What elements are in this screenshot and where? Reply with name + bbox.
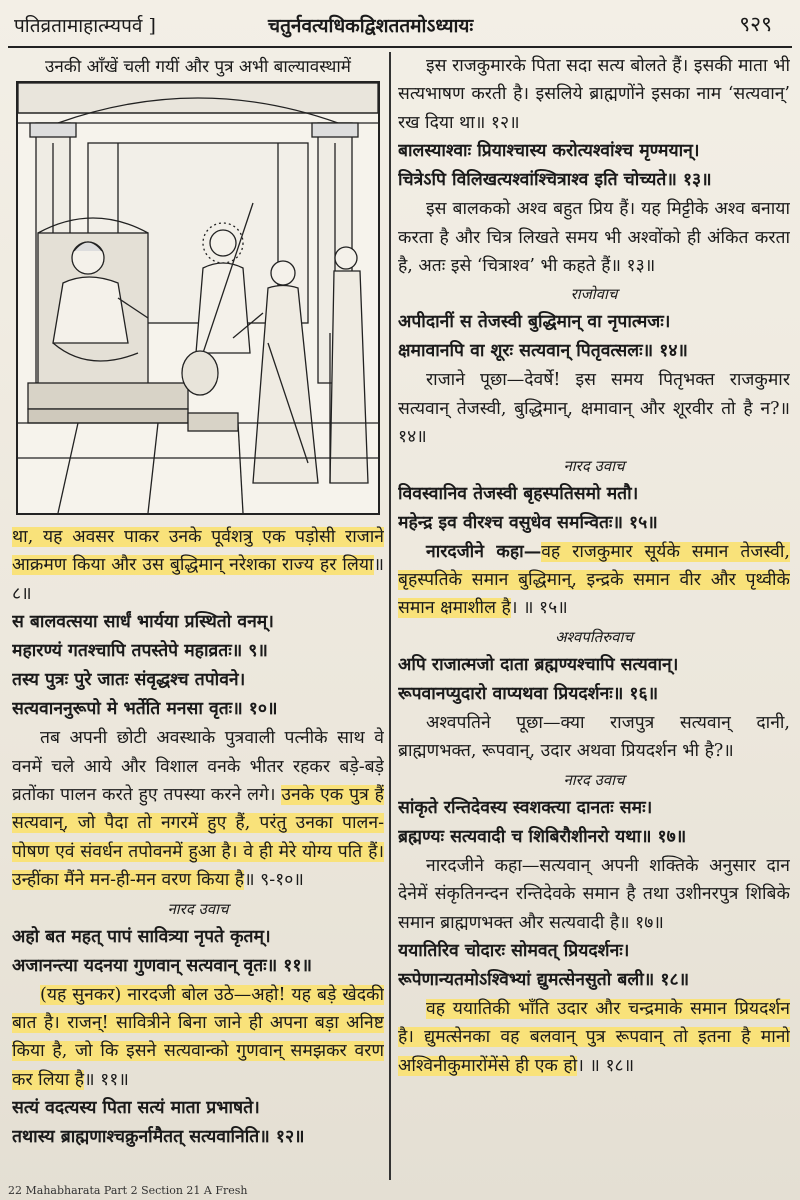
verse-line: ब्रह्मण्यः सत्यवादी च शिबिरौशीनरो यथा॥ १७॥ (398, 826, 687, 847)
verse-line: महारण्यं गतश्चापि तपस्तेपे महाव्रतः॥ ९॥ (12, 641, 268, 662)
page-header (8, 2, 792, 48)
verse-number: । ॥ १५॥ (510, 598, 568, 619)
column-divider (389, 52, 391, 1180)
illustration-caption: उनकी आँखें चली गयीं और पुत्र अभी बाल्यावस्थामें (45, 57, 351, 77)
speaker-heading: नारद उवाच (563, 456, 625, 475)
verse-line: सत्यं वदत्यस्य पिता सत्यं माता प्रभाषते। (12, 1098, 260, 1119)
verse-number: ॥ ८॥ (12, 555, 384, 604)
right-para-2: इस बालकको अश्व बहुत प्रिय हैं। यह मिट्टीके अश्व बनाया करता है और चित्र लिखते समय भी अश्वोंको ही अंकित करता है, अतः इसे ‘चित्राश्व’ भी कहते हैं॥ १३॥ (398, 199, 790, 277)
verse-line: तस्य पुत्रः पुरे जातः संवृद्धश्च तपोवने। (12, 670, 246, 691)
court-scene-illustration (18, 83, 378, 513)
speaker-heading: राजोवाच (570, 285, 618, 304)
verse-line: महेन्द्र इव वीरश्च वसुधेव समन्वितः॥ १५॥ (398, 512, 658, 533)
verse-line: चित्रेऽपि विलिखत्यश्वांश्चित्राश्व इति चोच्यते॥ १३॥ (398, 170, 712, 191)
verse-number: । ॥ १८॥ (577, 1055, 635, 1076)
right-para-3: राजाने पूछा—देवर्षे! इस समय पितृभक्त राजकुमार सत्यवान् तेजस्वी, बुद्धिमान्, क्षमावान् और शूरवीर तो है न?॥ १४॥ (398, 370, 790, 448)
parva-title: पतिव्रतामाहात्म्यपर्व ] (14, 15, 156, 37)
speaker-heading: नारद उवाच (167, 899, 229, 918)
highlighted-text: वह ययातिकी भाँति उदार और चन्द्रमाके समान प्रियदर्शन है। द्युमत्सेनका वह बलवान् पुत्र रूपवान् तो इतना है मानो अश्विनीकुमारोंमेंसे ही एक हो (398, 998, 790, 1076)
right-para-6: नारदजीने कहा—सत्यवान् अपनी शक्तिके अनुसार दान देनेमें संकृतिनन्दन रन्तिदेवके समान है तथा उशीनरपुत्र शिबिके समान ब्राह्मणभक्त और सत्यवादी है॥ १७॥ (398, 855, 790, 933)
right-para-5: अश्वपतिने पूछा—क्या राजपुत्र सत्यवान् दानी, ब्राह्मणभक्त, रूपवान्, उदार अथवा प्रियदर्शन भी है?॥ (398, 712, 790, 762)
highlighted-text: उनके एक पुत्र हैं सत्यवान्, जो पैदा तो नगरमें हुए हैं, परंतु उनका पालन-पोषण एवं संवर्धन तपोवनमें हुआ है। वे ही मेरे योग्य पति हैं। उन्हींका मैंने मन-ही-मन वरण किया है (12, 785, 384, 891)
highlighted-text: था, यह अवसर पाकर उनके पूर्वशत्रु एक पड़ोसी राजाने आक्रमण किया और उस बुद्धिमान् नरेशका राज्य हर लिया (12, 527, 384, 576)
speaker-heading: नारद उवाच (563, 770, 625, 789)
left-column (12, 52, 384, 1182)
highlighted-text: (यह सुनकर) नारदजी बोल उठे—अहो! यह बड़े खेदकी बात है। राजन्! सावित्रीने बिना जाने ही अपना बड़ा अनिष्ट किया है, जो कि इसने सत्यवान्को गुणवान् समझकर वरण कर लिया है (12, 984, 384, 1090)
left-para-2 (12, 724, 384, 894)
speaker-heading: अश्वपतिरुवाच (555, 627, 633, 646)
highlighted-text: वह राजकुमार सूर्यके समान तेजस्वी, बृहस्पतिके समान बुद्धिमान्, इन्द्रके समान वीर और पृथ्वीके समान क्षमाशील है (398, 541, 790, 619)
verse-line: ययातिरिव चोदारः सोमवत् प्रियदर्शनः। (398, 940, 630, 961)
verse-number: ॥ ११॥ (84, 1069, 129, 1090)
right-para-4 (398, 538, 790, 623)
verse-number: ॥ ९-१०॥ (244, 870, 304, 891)
verse-line: बालस्याश्वाः प्रियाश्चास्य करोत्यश्वांश्च मृण्मयान्। (398, 141, 700, 162)
left-para-1 (12, 523, 384, 608)
page-footer: 22 Mahabharata Part 2 Section 21 A Fresh (8, 1184, 248, 1197)
verse-line: रूपेणान्यतमोऽश्विभ्यां द्युमत्सेनसुतो बली॥ १८॥ (398, 969, 690, 990)
left-para-3 (12, 981, 384, 1095)
speaker-intro: नारदजीने कहा— (426, 541, 542, 562)
right-column (398, 52, 790, 1182)
verse-line: सांकृते रन्तिदेवस्य स्वशक्त्या दानतः समः। (398, 797, 653, 818)
paragraph-text: तब अपनी छोटी अवस्थाके पुत्रवाली पत्नीके साथ वे वनमें चले आये और विशाल वनके भीतर रहकर बड़े-बड़े व्रतोंका पालन करते हुए तपस्या करने लगे। (12, 728, 384, 806)
verse-line: अजानन्त्या यदनया गुणवान् सत्यवान् वृतः॥ ११॥ (12, 955, 312, 976)
page-number: ९२९ (739, 12, 772, 36)
verse-line: रूपवानप्युदारो वाप्यथवा प्रियदर्शनः॥ १६॥ (398, 683, 659, 704)
verse-line: विवस्वानिव तेजस्वी बृहस्पतिसमो मतौ। (398, 483, 639, 504)
verse-line: अहो बत महत् पापं सावित्र्या नृपते कृतम्। (12, 926, 271, 947)
verse-line: तथास्य ब्राह्मणाश्चक्रुर्नामैतत् सत्यवानिति॥ १२॥ (12, 1127, 305, 1148)
chapter-title: चतुर्नवत्यधिकद्विशततमोऽध्यायः (268, 15, 474, 37)
verse-line: अपि राजात्मजो दाता ब्रह्मण्यश्चापि सत्यवान्। (398, 654, 679, 675)
right-para-7 (398, 995, 790, 1080)
verse-line: स बालवत्सया सार्धं भार्यया प्रस्थितो वनम्। (12, 612, 274, 633)
right-para-1: इस राजकुमारके पिता सदा सत्य बोलते हैं। इसकी माता भी सत्यभाषण करती है। इसलिये ब्राह्मणोंने इसका नाम ‘सत्यवान्’ रख दिया था॥ १२॥ (398, 56, 790, 133)
verse-line: सत्यवाननुरूपो मे भर्तेति मनसा वृतः॥ १०॥ (12, 699, 278, 720)
verse-line: क्षमावानपि वा शूरः सत्यवान् पितृवत्सलः॥ १४॥ (398, 341, 688, 362)
verse-line: अपीदानीं स तेजस्वी बुद्धिमान् वा नृपात्मजः। (398, 312, 671, 333)
illustration (16, 81, 380, 515)
